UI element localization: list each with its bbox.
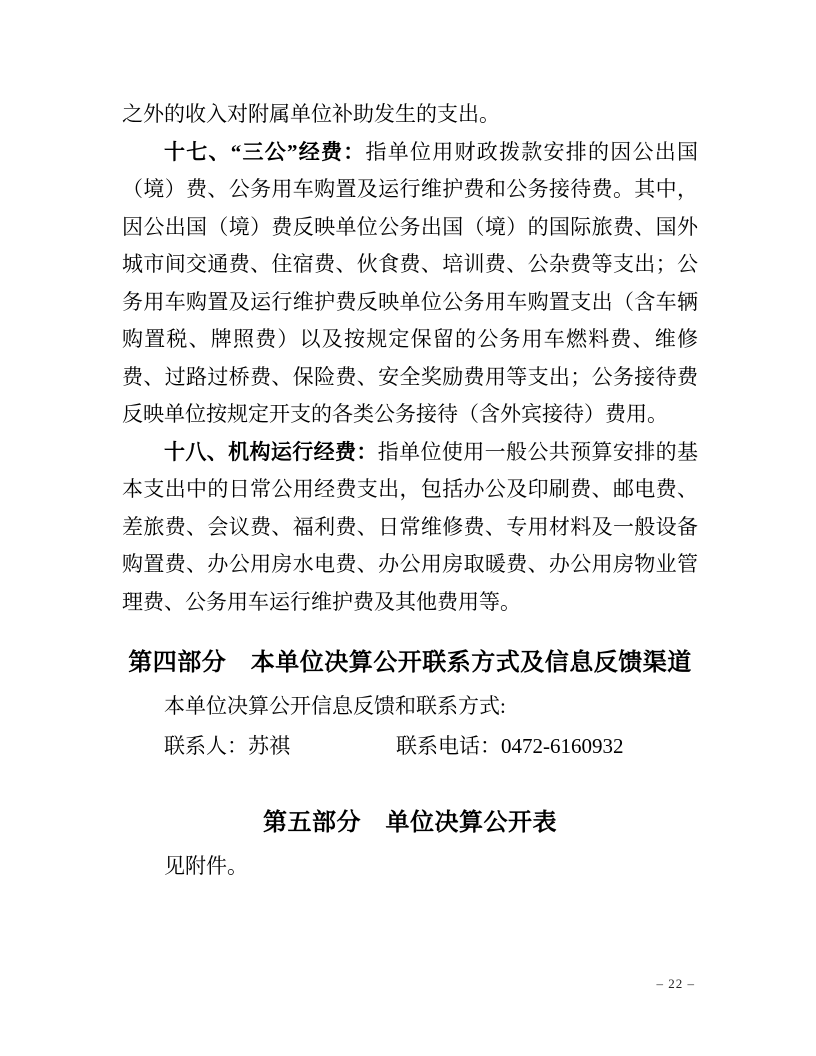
paragraph-continuation: 之外的收入对附属单位补助发生的支出。 [122, 102, 500, 126]
contact-phone-label: 联系电话： [396, 734, 501, 758]
paragraph-term-18 [122, 434, 698, 622]
term-17-label: 十七、“三公”经费： [164, 139, 366, 164]
section5-heading: 第五部分 单位决算公开表 [263, 810, 557, 836]
paragraph-term-17 [122, 134, 698, 434]
contact-phone-number: 0472-6160932 [501, 734, 624, 758]
page-number: – 22 – [656, 976, 695, 991]
attachment-note: 见附件。 [164, 854, 248, 878]
contact-person-name: 苏祺 [248, 734, 290, 758]
term-18-text: 指单位使用一般公共预算安排的基本支出中的日常公用经费支出，包括办公及印刷费、邮电费、差旅费、会议费、福利费、日常维修费、专用材料及一般设备购置费、办公用房水电费、办公用房取暖费、办公用房物业管理费、公务用车运行维护费及其他费用等。 [122, 439, 698, 614]
section4-heading: 第四部分 本单位决算公开联系方式及信息反馈渠道 [128, 650, 692, 676]
section4-intro: 本单位决算公开信息反馈和联系方式: [164, 694, 506, 718]
contact-line [122, 726, 698, 766]
contact-person-label: 联系人： [164, 734, 248, 758]
term-18-label: 十八、机构运行经费： [164, 439, 378, 464]
term-17-text: 指单位用财政拨款安排的因公出国（境）费、公务用车购置及运行维护费和公务接待费。其中，因公出国（境）费反映单位公务出国（境）的国际旅费、国外城市间交通费、住宿费、伙食费、培训费、公杂费等支出；公务用车购置及运行维护费反映单位公务用车购置支出（含车辆购置税、牌照费）以及按规定保留的公务用车燃料费、维修费、过路过桥费、保险费、安全奖励费用等支出；公务接待费反映单位按规定开支的各类公务接待（含外宾接待）费用。 [122, 139, 698, 426]
document-content [122, 0, 698, 886]
body-text [122, 0, 698, 621]
